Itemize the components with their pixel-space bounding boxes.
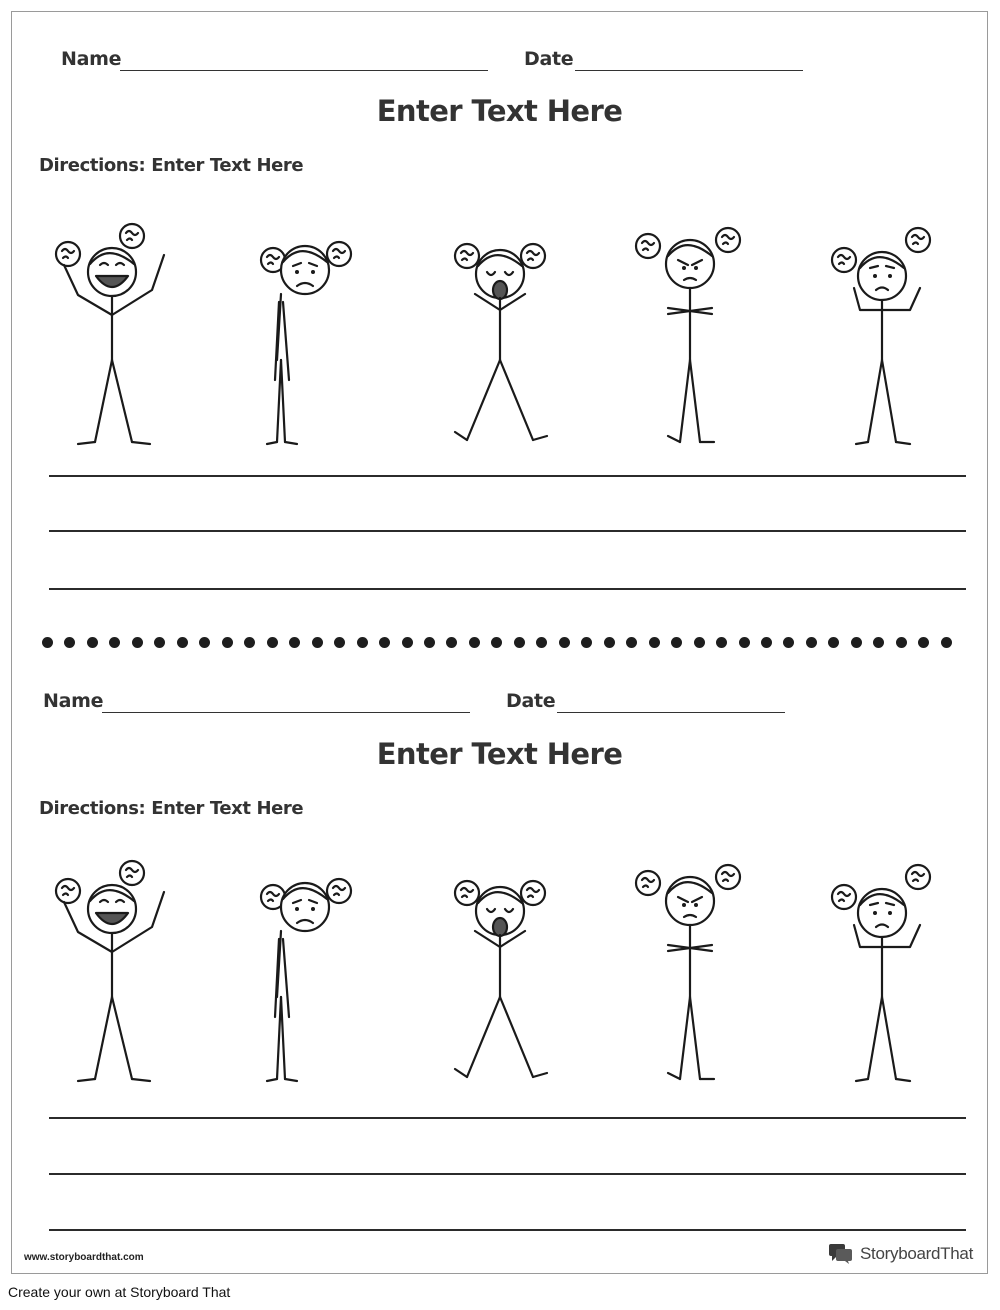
footer-credit[interactable]: Create your own at Storyboard That — [8, 1284, 231, 1300]
writing-line — [49, 1117, 966, 1119]
dot — [694, 637, 705, 648]
dot — [918, 637, 929, 648]
writing-line — [49, 588, 966, 590]
dot — [222, 637, 233, 648]
dot — [402, 637, 413, 648]
name-label: Name — [61, 48, 122, 70]
name-label: Name — [43, 690, 104, 712]
worksheet-title: Enter Text Here — [376, 737, 623, 771]
storyboardthat-logo — [828, 1241, 973, 1267]
directions-text: Directions: Enter Text Here — [39, 155, 304, 176]
dot — [154, 637, 165, 648]
angry-figure — [618, 847, 768, 1087]
dot — [806, 637, 817, 648]
dot — [334, 637, 345, 648]
confused-figure — [810, 847, 960, 1087]
writing-line — [49, 475, 966, 477]
angry-figure — [618, 210, 768, 450]
dot — [446, 637, 457, 648]
dot — [873, 637, 884, 648]
dot — [109, 637, 120, 648]
dot — [424, 637, 435, 648]
date-line — [557, 712, 785, 713]
website-url: www.storyboardthat.com — [24, 1252, 144, 1263]
speech-bubble-icon — [828, 1243, 854, 1265]
dot — [941, 637, 952, 648]
dot — [783, 637, 794, 648]
dot — [469, 637, 480, 648]
dot — [64, 637, 75, 648]
dot — [42, 637, 53, 648]
dot — [716, 637, 727, 648]
dot — [828, 637, 839, 648]
writing-line — [49, 1173, 966, 1175]
dotted-cut-line — [42, 634, 952, 650]
dot — [896, 637, 907, 648]
figure-row — [40, 210, 960, 450]
writing-line — [49, 1229, 966, 1231]
date-label: Date — [506, 690, 556, 712]
date-line — [575, 70, 803, 71]
happy-figure — [40, 847, 190, 1087]
happy-figure — [40, 210, 190, 450]
dot — [604, 637, 615, 648]
dot — [244, 637, 255, 648]
dot — [851, 637, 862, 648]
dot — [199, 637, 210, 648]
confused-figure — [810, 210, 960, 450]
dot — [514, 637, 525, 648]
dot — [559, 637, 570, 648]
dot — [177, 637, 188, 648]
dot — [761, 637, 772, 648]
worksheet-title: Enter Text Here — [376, 94, 623, 128]
dot — [357, 637, 368, 648]
directions-text: Directions: Enter Text Here — [39, 798, 304, 819]
dot — [491, 637, 502, 648]
dot — [87, 637, 98, 648]
dot — [739, 637, 750, 648]
dot — [626, 637, 637, 648]
name-line — [102, 712, 470, 713]
sad-figure — [233, 847, 383, 1087]
scared-figure — [425, 847, 575, 1087]
scared-figure — [425, 210, 575, 450]
dot — [536, 637, 547, 648]
dot — [289, 637, 300, 648]
dot — [267, 637, 278, 648]
brand-name: StoryboardThat — [860, 1244, 973, 1263]
figure-row — [40, 847, 960, 1087]
dot — [312, 637, 323, 648]
dot — [379, 637, 390, 648]
worksheet-page — [11, 11, 988, 1274]
name-line — [120, 70, 488, 71]
sad-figure — [233, 210, 383, 450]
dot — [581, 637, 592, 648]
writing-line — [49, 530, 966, 532]
dot — [132, 637, 143, 648]
dot — [671, 637, 682, 648]
dot — [649, 637, 660, 648]
date-label: Date — [524, 48, 574, 70]
